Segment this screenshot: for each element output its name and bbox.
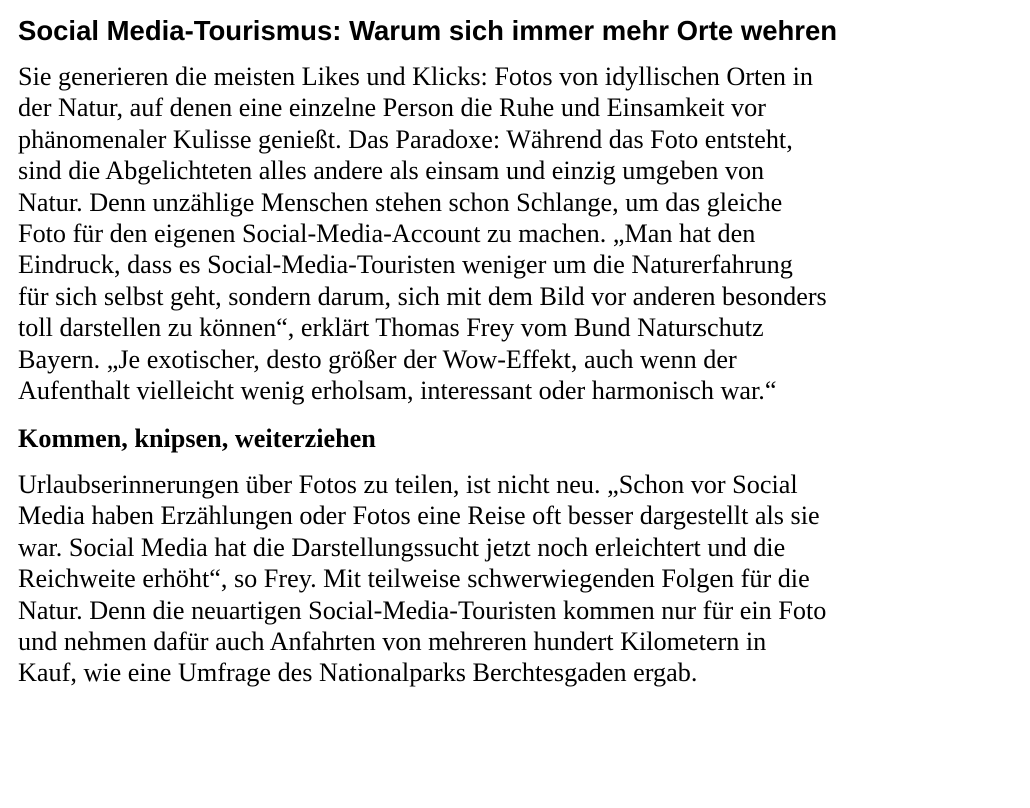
article-title: Social Media-Tourismus: Warum sich immer mehr Orte wehren xyxy=(18,15,838,46)
paragraph-line: phänomenaler Kulisse genießt. Das Paradoxe: Während das Foto entsteht, xyxy=(18,124,793,154)
paragraph-line: Kauf, wie eine Umfrage des Nationalparks Berchtesgaden ergab. xyxy=(18,658,698,688)
paragraph-line: Eindruck, dass es Social-Media-Touristen weniger um die Naturerfahrung xyxy=(18,250,793,280)
paragraph-line: der Natur, auf denen eine einzelne Person die Ruhe und Einsamkeit vor xyxy=(18,93,766,123)
paragraph-line: war. Social Media hat die Darstellungssucht jetzt noch erleichtert und die xyxy=(18,532,786,562)
paragraph-line: Reichweite erhöht“, so Frey. Mit teilweise schwerwiegenden Folgen für die xyxy=(18,564,810,594)
paragraph-line: Media haben Erzählungen oder Fotos eine Reise oft besser dargestellt als sie xyxy=(18,501,820,531)
paragraph-line: Natur. Denn unzählige Menschen stehen schon Schlange, um das gleiche xyxy=(18,187,783,217)
article xyxy=(18,0,1020,689)
paragraph-line: für sich selbst geht, sondern darum, sich mit dem Bild vor anderen besonders xyxy=(18,281,827,311)
paragraph-line: sind die Abgelichteten alles andere als einsam und einzig umgeben von xyxy=(18,156,765,186)
paragraph-line: Aufenthalt vielleicht wenig erholsam, interessant oder harmonisch war.“ xyxy=(18,376,777,406)
section-subheading: Kommen, knipsen, weiterziehen xyxy=(18,424,376,454)
paragraph-line: Foto für den eigenen Social-Media-Account zu machen. „Man hat den xyxy=(18,219,756,249)
paragraph-line: Urlaubserinnerungen über Fotos zu teilen, ist nicht neu. „Schon vor Social xyxy=(18,469,798,499)
paragraph-line: Natur. Denn die neuartigen Social-Media-Touristen kommen nur für ein Foto xyxy=(18,595,827,625)
paragraph-line: Sie generieren die meisten Likes und Klicks: Fotos von idyllischen Orten in xyxy=(18,62,813,91)
article-paragraph-section xyxy=(18,469,1020,689)
article-paragraph-intro xyxy=(18,61,1020,406)
paragraph-line: und nehmen dafür auch Anfahrten von mehreren hundert Kilometern in xyxy=(18,626,767,656)
paragraph-line: Bayern. „Je exotischer, desto größer der Wow-Effekt, auch wenn der xyxy=(18,344,737,374)
paragraph-line: toll darstellen zu können“, erklärt Thomas Frey vom Bund Naturschutz xyxy=(18,313,764,343)
